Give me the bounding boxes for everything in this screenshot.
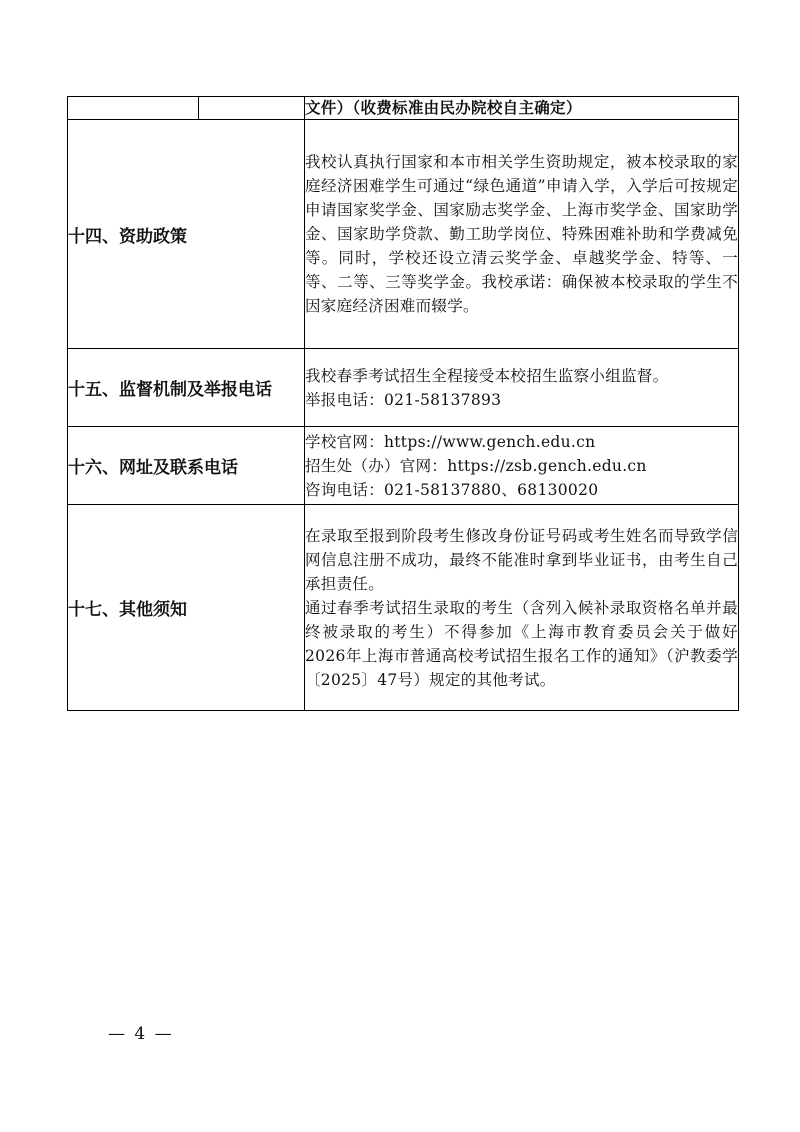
table-row-website-contact bbox=[68, 427, 739, 505]
admission-info-table bbox=[67, 96, 739, 711]
supervision-text: 我校春季考试招生全程接受本校招生监察小组监督。 bbox=[305, 366, 669, 385]
table-row-supervision bbox=[68, 349, 739, 427]
fee-note-text: 文件）（收费标准由民办院校自主确定） bbox=[305, 97, 739, 120]
sub-label-cell-empty bbox=[199, 97, 305, 120]
website-contact-label: 十六、网址及联系电话 bbox=[68, 427, 305, 505]
admission-website-text: 招生处（办）官网：https://zsb.gench.edu.cn bbox=[305, 456, 647, 475]
table-row-financial-aid bbox=[68, 120, 739, 349]
other-notes-label: 十七、其他须知 bbox=[68, 505, 305, 711]
label-cell-empty bbox=[68, 97, 199, 120]
other-notes-paragraph-1: 在录取至报到阶段考生修改身份证号码或考生姓名而导致学信网信息注册不成功，最终不能准时拿到毕业证书，由考生自己承担责任。 bbox=[305, 526, 738, 593]
consult-phone-text: 咨询电话：021-58137880、68130020 bbox=[305, 480, 599, 499]
financial-aid-label: 十四、资助政策 bbox=[68, 120, 305, 349]
website-contact-content bbox=[305, 427, 739, 505]
school-website-text: 学校官网：https://www.gench.edu.cn bbox=[305, 432, 596, 451]
table-row-previous-continuation bbox=[68, 97, 739, 120]
report-phone-text: 举报电话：021-58137893 bbox=[305, 390, 502, 409]
supervision-content bbox=[305, 349, 739, 427]
page-number: — 4 — bbox=[108, 1024, 174, 1044]
table-row-other-notes bbox=[68, 505, 739, 711]
other-notes-paragraph-2: 通过春季考试招生录取的考生（含列入候补录取资格名单并最终被录取的考生）不得参加《上海市教育委员会关于做好2026年上海市普通高校考试招生报名工作的通知》（沪教委学〔2025〕47号）规定的其他考试。 bbox=[305, 598, 738, 689]
financial-aid-content: 我校认真执行国家和本市相关学生资助规定，被本校录取的家庭经济困难学生可通过“绿色通道”申请入学，入学后可按规定申请国家奖学金、国家励志奖学金、上海市奖学金、国家助学金、国家助学贷款、勤工助学岗位、特殊困难补助和学费减免等。同时，学校还设立清云奖学金、卓越奖学金、特等、一等、二等、三等奖学金。我校承诺：确保被本校录取的学生不因家庭经济困难而辍学。 bbox=[305, 120, 739, 349]
supervision-label: 十五、监督机制及举报电话 bbox=[68, 349, 305, 427]
other-notes-content bbox=[305, 505, 739, 711]
